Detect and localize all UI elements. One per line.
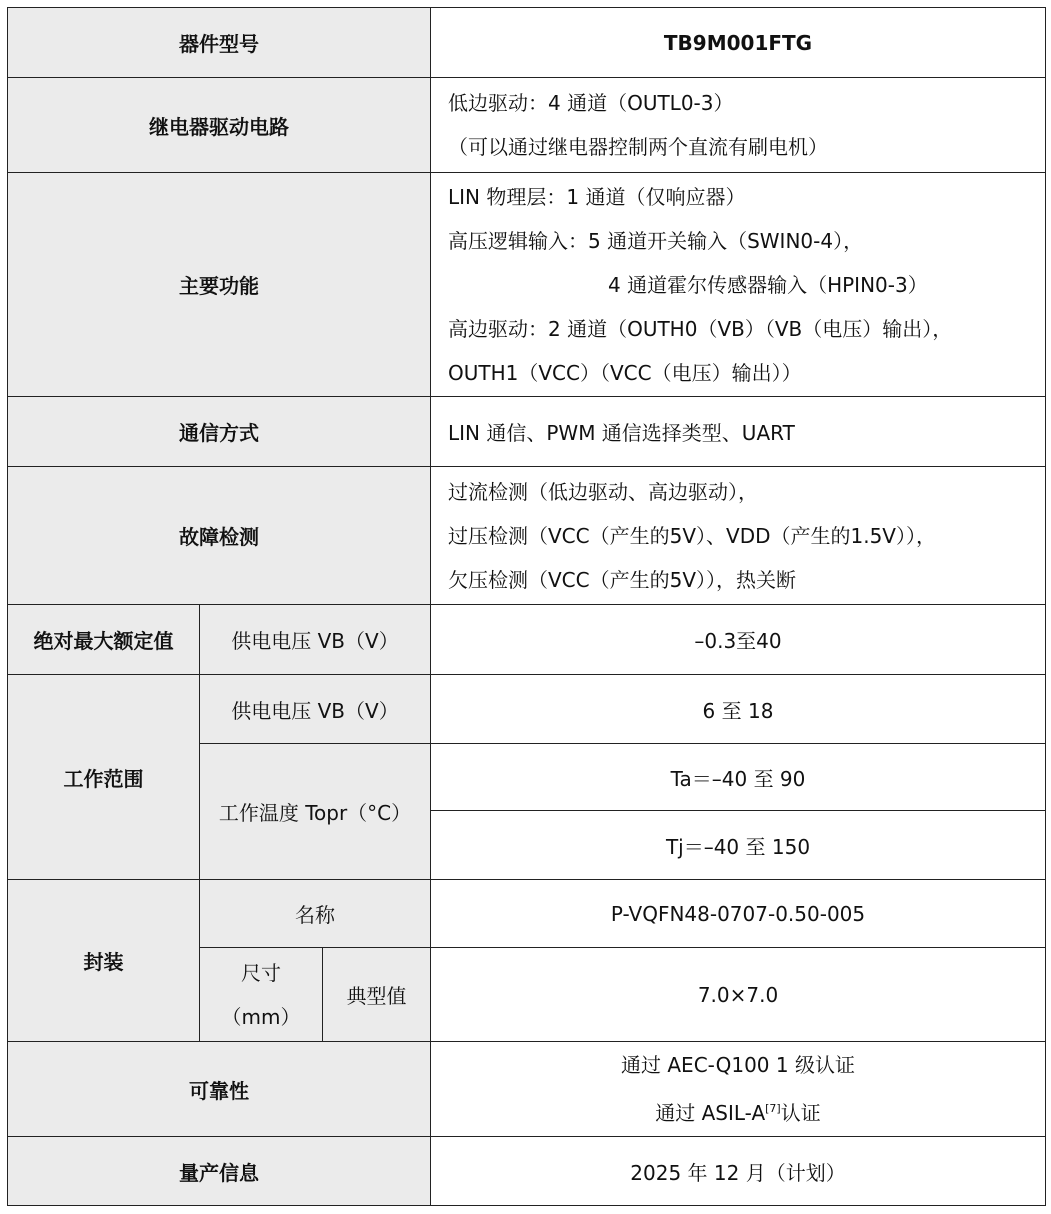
relay-driver-label: 继电器驱动电路: [8, 78, 431, 173]
function-line: 高压逻辑输入：5 通道开关输入（SWIN0-4），: [448, 228, 864, 253]
abs-max-value: –0.3至40: [431, 605, 1046, 675]
fault-line: 过流检测（低边驱动、高边驱动），: [448, 479, 758, 504]
row-abs-max: [8, 605, 1046, 675]
row-main-functions: [8, 173, 1046, 397]
row-package-name: [8, 880, 1046, 948]
abs-max-label: 绝对最大额定值: [8, 605, 200, 675]
operating-supply-label: 供电电压 VB（V）: [200, 675, 431, 744]
package-name-value: P-VQFN48-0707-0.50-005: [431, 880, 1046, 948]
operating-temp-label: 工作温度 Topr（°C）: [200, 744, 431, 880]
reliability-line2-suffix: 认证: [780, 1101, 821, 1125]
operating-range-label: 工作范围: [8, 675, 200, 880]
relay-driver-line: （可以通过继电器控制两个直流有刷电机）: [448, 135, 828, 159]
relay-driver-line: 低边驱动：4 通道（OUTL0-3）: [448, 91, 734, 115]
operating-temp-tj: Tj＝–40 至 150: [431, 811, 1046, 880]
abs-max-sub-label: 供电电压 VB（V）: [200, 605, 431, 675]
communication-label: 通信方式: [8, 397, 431, 467]
row-device-model: [8, 8, 1046, 78]
row-communication: [8, 397, 1046, 467]
function-line: 4 通道霍尔传感器输入（HPIN0-3）: [608, 272, 928, 297]
function-line: 高边驱动：2 通道（OUTH0（VB）（VB（电压）输出），: [448, 316, 953, 341]
fault-line: 过压检测（VCC（产生的5V）、VDD（产生的1.5V）），: [448, 523, 936, 548]
communication-value: LIN 通信、PWM 通信选择类型、UART: [431, 397, 1046, 467]
row-fault-detection: [8, 467, 1046, 605]
package-size-sub-label: 典型值: [323, 948, 431, 1042]
reliability-line2: [431, 1087, 1045, 1135]
device-model-value: TB9M001FTG: [431, 8, 1046, 78]
operating-supply-value: 6 至 18: [431, 675, 1046, 744]
row-relay-driver: [8, 78, 1046, 173]
package-name-label: 名称: [200, 880, 431, 948]
main-functions-label: 主要功能: [8, 173, 431, 397]
fault-line: 欠压检测（VCC（产生的5V）），热关断: [448, 567, 797, 592]
operating-temp-ta: Ta＝–40 至 90: [431, 744, 1046, 811]
reliability-label: 可靠性: [8, 1042, 431, 1137]
device-model-label: 器件型号: [8, 8, 431, 78]
package-size-label-line2: （mm）: [221, 1004, 301, 1029]
package-size-label-line1: 尺寸: [241, 960, 281, 985]
row-mass-production: [8, 1137, 1046, 1206]
spec-table: [7, 7, 1046, 1206]
fault-detection-value: [431, 467, 1046, 605]
function-line: LIN 物理层：1 通道（仅响应器）: [448, 184, 746, 209]
row-operating-supply: [8, 675, 1046, 744]
reliability-value: [431, 1042, 1046, 1137]
reliability-line2-prefix: 通过 ASIL-A: [655, 1101, 766, 1125]
function-line: OUTH1（VCC）（VCC（电压）输出））: [448, 360, 802, 385]
package-size-value: 7.0×7.0: [431, 948, 1046, 1042]
package-label: 封装: [8, 880, 200, 1042]
footnote-ref: [7]: [765, 1102, 781, 1115]
relay-driver-value: [431, 78, 1046, 173]
fault-detection-label: 故障检测: [8, 467, 431, 605]
mass-production-label: 量产信息: [8, 1137, 431, 1206]
mass-production-value: 2025 年 12 月（计划）: [431, 1137, 1046, 1206]
row-reliability: [8, 1042, 1046, 1137]
reliability-line1: 通过 AEC-Q100 1 级认证: [621, 1053, 855, 1077]
package-size-label: [200, 948, 323, 1042]
main-functions-value: [431, 173, 1046, 397]
